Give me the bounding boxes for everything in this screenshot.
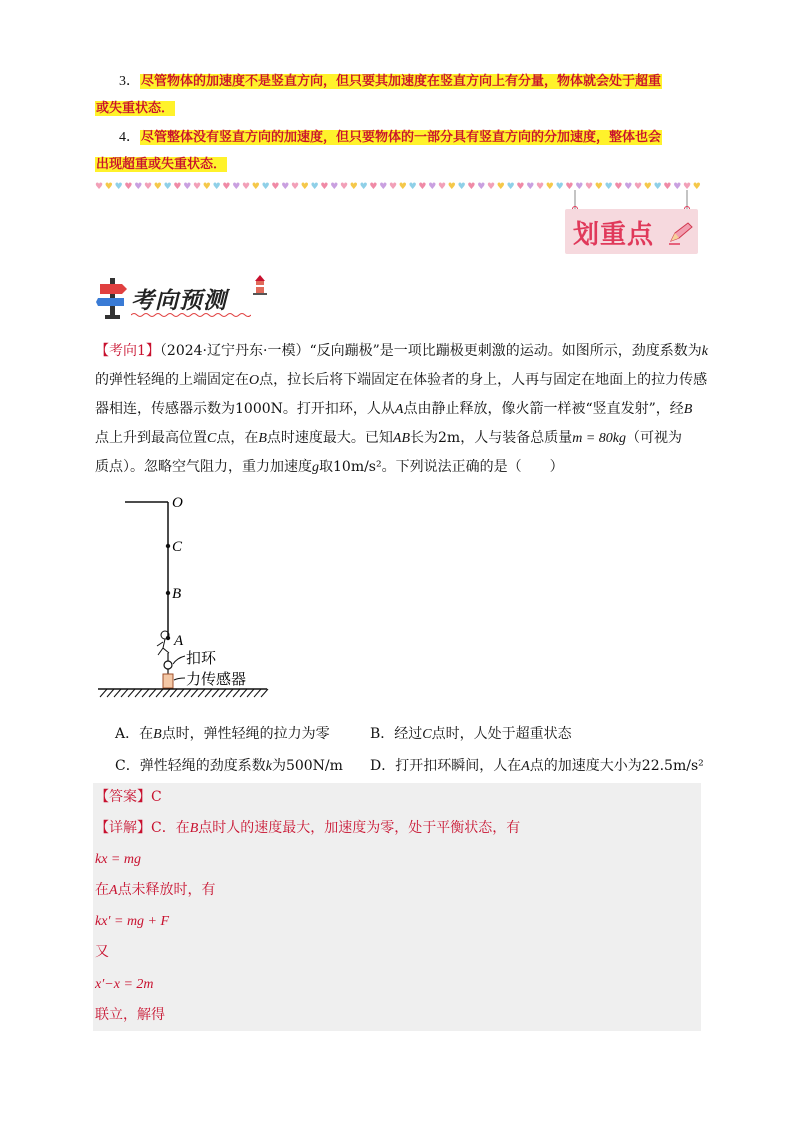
- heart-icon: ♥: [389, 182, 398, 192]
- hatch-mark: [170, 689, 177, 697]
- hatch-mark: [226, 689, 233, 697]
- key-point-badge: 划重点: [565, 209, 698, 254]
- heart-icon: ♥: [477, 182, 486, 192]
- hatch-mark: [240, 689, 247, 697]
- heart-icon: ♥: [114, 182, 123, 192]
- question-tag: 【考向1】: [95, 343, 160, 359]
- equation-3: x′−x = 2m: [95, 977, 154, 992]
- hatch-mark: [247, 689, 254, 697]
- hatch-mark: [254, 689, 261, 697]
- lighthouse-icon: [251, 274, 269, 296]
- point-3-line-2: 或失重状态．: [96, 101, 175, 116]
- point-4-line-1: 4．尽管整体没有竖直方向的加速度，但只要物体的一部分具有竖直方向的分加速度，整体也会: [119, 130, 662, 145]
- heart-icon: ♥: [95, 182, 104, 192]
- heart-icon: ♥: [447, 182, 456, 192]
- heart-icon: ♥: [692, 182, 701, 192]
- hatch-mark: [261, 689, 268, 697]
- label-a: A: [174, 633, 184, 649]
- heart-icon: ♥: [614, 182, 623, 192]
- label-buckle: 扣环: [186, 649, 217, 667]
- heart-icon: ♥: [193, 182, 202, 192]
- label-b: B: [172, 586, 182, 602]
- heart-icon: ♥: [183, 182, 192, 192]
- heart-icon: ♥: [163, 182, 172, 192]
- section-title-block: [96, 272, 271, 322]
- heart-icon: ♥: [487, 182, 496, 192]
- heart-icon: ♥: [379, 182, 388, 192]
- heart-icon: ♥: [222, 182, 231, 192]
- option-d[interactable]: D．打开扣环瞬间，人在A点的加速度大小为22.5m/s²: [370, 758, 704, 774]
- heart-icon: ♥: [467, 182, 476, 192]
- heart-icon: ♥: [418, 182, 427, 192]
- text-line-2: 在A点未释放时，有: [95, 882, 216, 898]
- heart-icon: ♥: [516, 182, 525, 192]
- hatch-mark: [114, 689, 121, 697]
- hatch-mark: [135, 689, 142, 697]
- person-icon: [157, 631, 169, 655]
- label-sensor: 力传感器: [186, 670, 247, 688]
- heart-icon: ♥: [330, 182, 339, 192]
- option-b[interactable]: B．经过C点时，人处于超重状态: [370, 726, 572, 742]
- heart-icon: ♥: [673, 182, 682, 192]
- heart-icon: ♥: [585, 182, 594, 192]
- text-line-3: 又: [95, 944, 109, 960]
- question-line-4: 点上升到最高位置C点，在B点时速度最大。已知AB长为2m，人与装备总质量m = 80kg（可视为: [95, 430, 682, 446]
- heart-icon: ♥: [634, 182, 643, 192]
- text-line-4: 联立，解得: [95, 1007, 165, 1023]
- hatch-mark: [177, 689, 184, 697]
- option-c[interactable]: C．弹性轻绳的劲度系数k为500N/m: [115, 758, 343, 774]
- heart-icon: ♥: [506, 182, 515, 192]
- heart-icon: ♥: [604, 182, 613, 192]
- heart-icon: ♥: [457, 182, 466, 192]
- label-o: O: [172, 495, 183, 511]
- heart-icon: ♥: [202, 182, 211, 192]
- heart-icon: ♥: [104, 182, 113, 192]
- hatch-mark: [100, 689, 107, 697]
- force-sensor-box: [163, 674, 173, 688]
- heart-icon: ♥: [398, 182, 407, 192]
- heart-icon: ♥: [369, 182, 378, 192]
- heart-icon: ♥: [428, 182, 437, 192]
- heart-icon: ♥: [663, 182, 672, 192]
- question-line-3: 器相连，传感器示数为1000N。打开扣环，人从A点由静止释放，像火箭一样被“竖直发射”，经B: [95, 401, 693, 417]
- label-c: C: [172, 539, 183, 555]
- detail-explanation-line: 【详解】C．在B点时人的速度最大，加速度为零，处于平衡状态，有: [95, 820, 521, 836]
- heart-icon: ♥: [438, 182, 447, 192]
- point-3-line-1: 3．尽管物体的加速度不是竖直方向，但只要其加速度在竖直方向上有分量，物体就会处于超重: [119, 74, 662, 89]
- heart-icon: ♥: [261, 182, 270, 192]
- hatch-mark: [233, 689, 240, 697]
- heart-icon: ♥: [300, 182, 309, 192]
- hatch-mark: [163, 689, 170, 697]
- equation-2: kx′ = mg + F: [95, 914, 170, 929]
- hatch-mark: [184, 689, 191, 697]
- hatch-mark: [205, 689, 212, 697]
- heart-icon: ♥: [251, 182, 260, 192]
- heart-icon: ♥: [349, 182, 358, 192]
- question-line-1: 【考向1】（2024·辽宁丹东·一模）“反向蹦极”是一项比蹦极更刺激的运动。如图所示，劲度系数为k: [95, 343, 708, 359]
- hatch-mark: [219, 689, 226, 697]
- pencil-icon: [668, 221, 694, 245]
- bungee-figure: [95, 490, 295, 705]
- heart-icon: ♥: [320, 182, 329, 192]
- heart-icon: ♥: [594, 182, 603, 192]
- question-line-5: 质点）。忽略空气阻力，重力加速度g取10m/s²。下列说法正确的是（ ）: [95, 459, 564, 475]
- heart-icon: ♥: [653, 182, 662, 192]
- hatch-mark: [142, 689, 149, 697]
- section-title: 考向预测: [131, 288, 227, 314]
- heart-icon: ♥: [536, 182, 545, 192]
- heart-icon: ♥: [271, 182, 280, 192]
- hatch-mark: [212, 689, 219, 697]
- heart-icon: ♥: [232, 182, 241, 192]
- option-a[interactable]: A．在B点时，弹性轻绳的拉力为零: [115, 726, 330, 742]
- heart-icon: ♥: [683, 182, 692, 192]
- heart-icon: ♥: [496, 182, 505, 192]
- point-4-line-2: 出现超重或失重状态．: [96, 157, 227, 172]
- hatch-mark: [191, 689, 198, 697]
- heart-icon: ♥: [310, 182, 319, 192]
- hatch-mark: [121, 689, 128, 697]
- heart-icon: ♥: [565, 182, 574, 192]
- heart-icon: ♥: [624, 182, 633, 192]
- heart-icon: ♥: [291, 182, 300, 192]
- buckle-ring: [164, 661, 172, 669]
- ground-hatching: [100, 689, 268, 697]
- hatch-mark: [156, 689, 163, 697]
- heart-icon: ♥: [153, 182, 162, 192]
- heart-icon: ♥: [134, 182, 143, 192]
- heart-icon: ♥: [526, 182, 535, 192]
- point-b-dot: [166, 591, 170, 595]
- signpost-icon: [96, 276, 132, 320]
- question-line-2: 的弹性轻绳的上端固定在O点，拉长后将下端固定在体验者的身上，人再与固定在地面上的拉力传感: [95, 372, 708, 388]
- equation-1: kx = mg: [95, 852, 141, 867]
- point-c-dot: [166, 544, 170, 548]
- heart-icon: ♥: [555, 182, 564, 192]
- hatch-mark: [149, 689, 156, 697]
- heart-icon: ♥: [173, 182, 182, 192]
- heart-icon: ♥: [359, 182, 368, 192]
- hatch-mark: [107, 689, 114, 697]
- heart-icon: ♥: [124, 182, 133, 192]
- heart-icon: ♥: [545, 182, 554, 192]
- heart-icon: ♥: [281, 182, 290, 192]
- heart-icon: ♥: [242, 182, 251, 192]
- heart-icon: ♥: [144, 182, 153, 192]
- heart-icon: ♥: [340, 182, 349, 192]
- answer-line: 【答案】C: [95, 789, 162, 805]
- wavy-underline-icon: [131, 312, 251, 318]
- heart-icon: ♥: [643, 182, 652, 192]
- heart-icon: ♥: [408, 182, 417, 192]
- hatch-mark: [128, 689, 135, 697]
- heart-icon: ♥: [212, 182, 221, 192]
- heart-icon: ♥: [575, 182, 584, 192]
- hatch-mark: [198, 689, 205, 697]
